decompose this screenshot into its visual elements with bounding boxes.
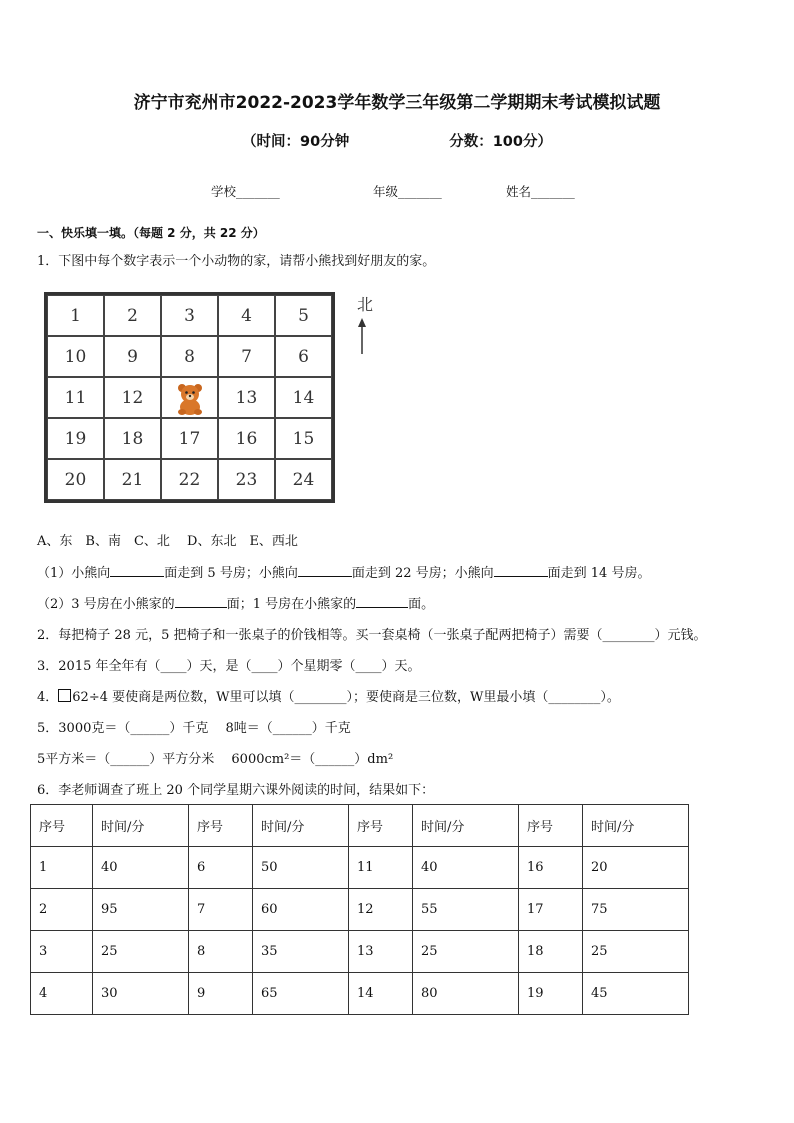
north-arrow-icon	[350, 294, 380, 356]
table-cell: 25	[583, 931, 689, 973]
grid-cell: 13	[218, 377, 275, 418]
reading-time-table	[30, 804, 689, 1015]
table-cell: 时间/分	[583, 805, 689, 847]
grid-cell: 2	[104, 295, 161, 336]
grid-cell: 14	[275, 377, 332, 418]
table-cell: 9	[189, 973, 253, 1015]
grid-cell: 4	[218, 295, 275, 336]
exam-subtitle	[0, 130, 794, 151]
grid-cell: 18	[104, 418, 161, 459]
table-cell: 时间/分	[253, 805, 349, 847]
table-cell: 4	[31, 973, 93, 1015]
grid-cell: 20	[47, 459, 104, 500]
table-cell: 序号	[349, 805, 413, 847]
table-cell: 35	[253, 931, 349, 973]
answer-blank[interactable]	[175, 595, 227, 608]
table-cell: 19	[519, 973, 583, 1015]
grid-cell: 6	[275, 336, 332, 377]
table-cell: 80	[413, 973, 519, 1015]
question-5-line-2: 5平方米＝（______）平方分米 6000cm²＝（______）dm²	[37, 752, 394, 767]
grid-cell: 23	[218, 459, 275, 500]
table-cell: 60	[253, 889, 349, 931]
empty-box-icon	[58, 689, 71, 702]
bear-cell	[161, 377, 218, 418]
section-heading: 一、快乐填一填。（每题 2 分，共 22 分）	[37, 226, 265, 240]
answer-blank[interactable]	[110, 564, 164, 577]
grid-cell: 16	[218, 418, 275, 459]
school-field[interactable]: 学校_______	[211, 184, 280, 199]
north-label: 北	[356, 295, 374, 314]
table-cell: 7	[189, 889, 253, 931]
table-cell: 20	[583, 847, 689, 889]
grid-cell: 8	[161, 336, 218, 377]
exam-title: 济宁市兖州市2022-2023学年数学三年级第二学期期末考试模拟试题	[133, 93, 661, 113]
question-1-text: 1．下图中每个数字表示一个小动物的家，请帮小熊找到好朋友的家。	[37, 254, 436, 269]
grid-cell: 3	[161, 295, 218, 336]
table-cell: 2	[31, 889, 93, 931]
table-cell: 13	[349, 931, 413, 973]
grid-cell: 15	[275, 418, 332, 459]
table-cell: 序号	[31, 805, 93, 847]
table-cell: 8	[189, 931, 253, 973]
table-cell: 12	[349, 889, 413, 931]
table-cell: 65	[253, 973, 349, 1015]
grid-cell: 17	[161, 418, 218, 459]
table-cell: 40	[93, 847, 189, 889]
house-grid	[44, 292, 335, 503]
grid-cell: 24	[275, 459, 332, 500]
question-3: 3．2015 年全年有（____）天，是（____）个星期零（____）天。	[37, 659, 421, 674]
grid-cell: 9	[104, 336, 161, 377]
table-cell: 时间/分	[93, 805, 189, 847]
table-row	[31, 847, 689, 889]
table-cell: 序号	[519, 805, 583, 847]
table-cell: 75	[583, 889, 689, 931]
grid-cell: 21	[104, 459, 161, 500]
grid-cell: 7	[218, 336, 275, 377]
grid-cell: 5	[275, 295, 332, 336]
table-cell: 95	[93, 889, 189, 931]
bear-icon	[174, 381, 206, 415]
table-row	[31, 931, 689, 973]
answer-blank[interactable]	[298, 564, 352, 577]
table-cell: 55	[413, 889, 519, 931]
question-5-line-1: 5．3000克＝（______）千克 8吨＝（______）千克	[37, 721, 351, 736]
question-4: 4． 62÷4 要使商是两位数，W里可以填（________）；要使商是三位数，W里最小填（________）。	[37, 690, 620, 705]
table-cell: 时间/分	[413, 805, 519, 847]
direction-options: A、东 B、南 C、北 D、东北 E、西北	[37, 534, 298, 549]
table-cell: 17	[519, 889, 583, 931]
table-cell: 25	[93, 931, 189, 973]
table-cell: 1	[31, 847, 93, 889]
table-cell: 50	[253, 847, 349, 889]
table-header-row	[31, 805, 689, 847]
question-1-part-2: （2）3 号房在小熊家的 面；1 号房在小熊家的 面。	[37, 597, 435, 612]
grid-cell: 19	[47, 418, 104, 459]
name-field[interactable]: 姓名_______	[506, 184, 575, 199]
question-2: 2．每把椅子 28 元，5 把椅子和一张桌子的价钱相等。买一套桌椅（一张桌子配两把椅子）需要（________）元钱。	[37, 628, 707, 643]
answer-blank[interactable]	[356, 595, 408, 608]
grade-field[interactable]: 年级_______	[373, 184, 442, 199]
grid-cell: 11	[47, 377, 104, 418]
table-cell: 25	[413, 931, 519, 973]
question-1-part-1: （1）小熊向 面走到 5 号房；小熊向 面走到 22 号房；小熊向 面走到 14 号房。	[37, 566, 651, 581]
table-cell: 14	[349, 973, 413, 1015]
score-label: 分数：100分）	[449, 134, 552, 150]
grid-cell: 12	[104, 377, 161, 418]
table-cell: 18	[519, 931, 583, 973]
grid-cell: 22	[161, 459, 218, 500]
grid-cell: 10	[47, 336, 104, 377]
table-cell: 16	[519, 847, 583, 889]
table-cell: 序号	[189, 805, 253, 847]
answer-blank[interactable]	[494, 564, 548, 577]
table-cell: 6	[189, 847, 253, 889]
table-row	[31, 889, 689, 931]
table-cell: 40	[413, 847, 519, 889]
table-cell: 3	[31, 931, 93, 973]
grid-cell: 1	[47, 295, 104, 336]
table-cell: 11	[349, 847, 413, 889]
table-row	[31, 973, 689, 1015]
table-cell: 45	[583, 973, 689, 1015]
table-cell: 30	[93, 973, 189, 1015]
time-label: （时间：90分钟	[242, 134, 350, 150]
question-6-text: 6．李老师调查了班上 20 个同学星期六课外阅读的时间，结果如下：	[37, 783, 435, 798]
